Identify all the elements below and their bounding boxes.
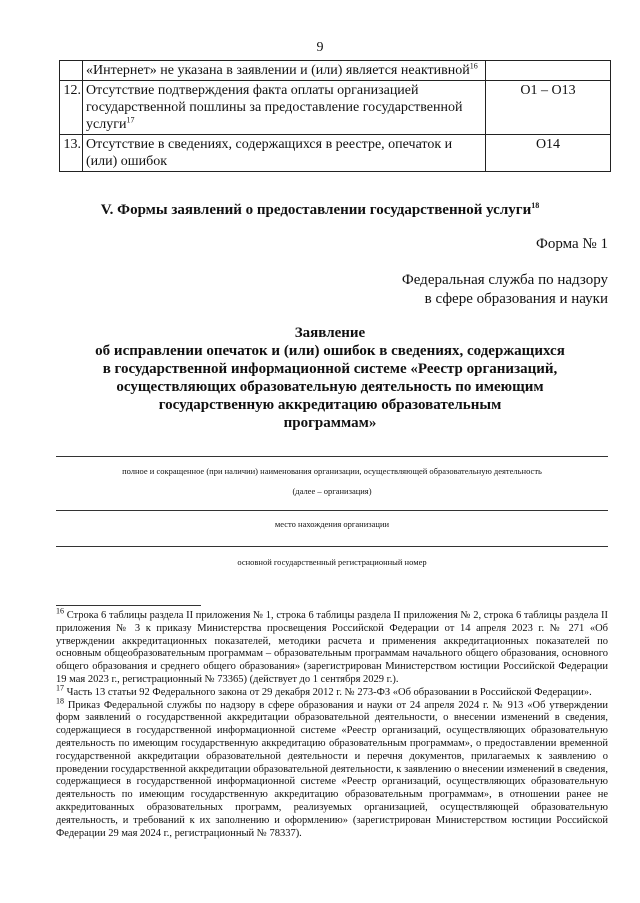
footnote-mark: 16 — [56, 606, 64, 616]
row-number: 12. — [60, 81, 83, 135]
row-number — [60, 61, 83, 81]
footnote: $^{16}$ Строка 6 таблицы раздела II приложения № 1, строка 6 таблицы раздела II приложения № 2, строка 6 таблицы раздела II приложения № 3 к приказу Министерства просвещения Российской Федерации от 14 апреля 2023 г. № 271 «Об утверждении аккредитационных показателей, методики расчета и применения аккредитационных показателей по основным общеобразовательным программам – образовательным программам начального общего образования, основного общего образования и среднего общего образования» (зарегистрирован Министерством юстиции Российской Федерации 19 мая 2023 г., регистрационный № 73365) (действует до 1 сентября 2029 г.). — [56, 606, 608, 685]
form-label: Форма № 1 — [536, 236, 608, 252]
row-code: O14 — [486, 135, 611, 172]
location-caption: место нахождения организации — [274, 519, 390, 529]
org-name-blank-line — [56, 456, 608, 457]
footnote-mark: 17 — [56, 683, 64, 693]
statement-line: программам» — [283, 415, 377, 431]
footnote: $^{17}$ Часть 13 статьи 92 Федерального закона от 29 декабря 2012 г. № 273-ФЗ «Об образовании в Российской Федерации». — [56, 683, 592, 698]
footnote-mark: 18 — [56, 696, 64, 706]
ogrn-blank-line — [56, 546, 608, 547]
ogrn-caption: основной государственный регистрационный номер — [237, 557, 427, 567]
footnote: $^{18}$ Приказ Федеральной службы по надзору в сфере образования и науки от 24 апреля 2024 г. № 913 «Об утверждении форм заявлений о государственной аккредитации образовательной деятельности, о внесении изменений в сведения, содержащиеся в государственной информационной системе «Реестр организаций, осуществляющих образовательную деятельность по имеющим государственную аккредитацию образовательным программам», о предоставлении временной государственной аккредитации образовательной деятельности и перечня документов, прилагаемых к заявлению о проведении государственной аккредитации образовательной деятельности, к заявлению о внесении изменений в сведения, содержащиеся в государственной информационной системе «Реестр организаций, осуществляющих образовательную деятельность по имеющим государственную аккредитацию образовательным программам», в отношении ранее не аккредитованных образовательных программ, реализуемых организацией, осуществляющей образовательную деятельность, и требований к их заполнению и оформлению» (зарегистрирован Министерством юстиции Российской Федерации 29 мая 2024 г., регистрационный № 78337). — [56, 696, 609, 839]
table-row — [60, 135, 611, 172]
statement-line: осуществляющих образовательную деятельность по имеющим — [116, 379, 544, 395]
row-text: Отсутствие в сведениях, содержащихся в реестре, опечаток и (или) ошибок — [83, 135, 486, 172]
footnote-ref: 18 — [531, 201, 540, 210]
footnote-separator — [56, 605, 201, 606]
table-row — [60, 61, 611, 81]
statement-line: об исправлении опечаток и (или) ошибок в сведениях, содержащихся — [95, 343, 565, 359]
statement-title — [80, 324, 580, 432]
row-code — [486, 61, 611, 81]
section-title: V. Формы заявлений о предоставлении государственной услуги$^{18}$ — [100, 201, 540, 218]
addressee-line: Федеральная служба по надзору — [401, 272, 608, 288]
statement-heading: Заявление — [294, 325, 366, 341]
org-abbrev-caption: (далее – организация) — [292, 486, 372, 496]
row-number: 13. — [60, 135, 83, 172]
row-text: Отсутствие подтверждения факта оплаты организацией государственной пошлины за предоставление государственной услуги$^{17}$ — [83, 81, 486, 135]
addressee-line: в сфере образования и науки — [424, 291, 608, 307]
table-row — [60, 81, 611, 135]
addressee — [402, 271, 608, 309]
row-text: «Интернет» не указана в заявлении и (или) является неактивной$^{16}$ — [83, 61, 486, 81]
footnote-ref: 16 — [469, 61, 478, 71]
row-code: O1 – O13 — [486, 81, 611, 135]
org-name-caption: полное и сокращенное (при наличии) наименования организации, осуществляющей образовательную деятельность — [122, 466, 542, 476]
statement-line: государственную аккредитацию образовательным — [158, 397, 502, 413]
statement-line: в государственной информационной системе «Реестр организаций, — [102, 361, 558, 377]
footnote-ref: 17 — [126, 115, 135, 125]
footnotes — [56, 606, 609, 840]
page-number: 9 — [316, 40, 324, 55]
refusal-grounds-table — [59, 60, 611, 172]
location-blank-line — [56, 510, 608, 511]
